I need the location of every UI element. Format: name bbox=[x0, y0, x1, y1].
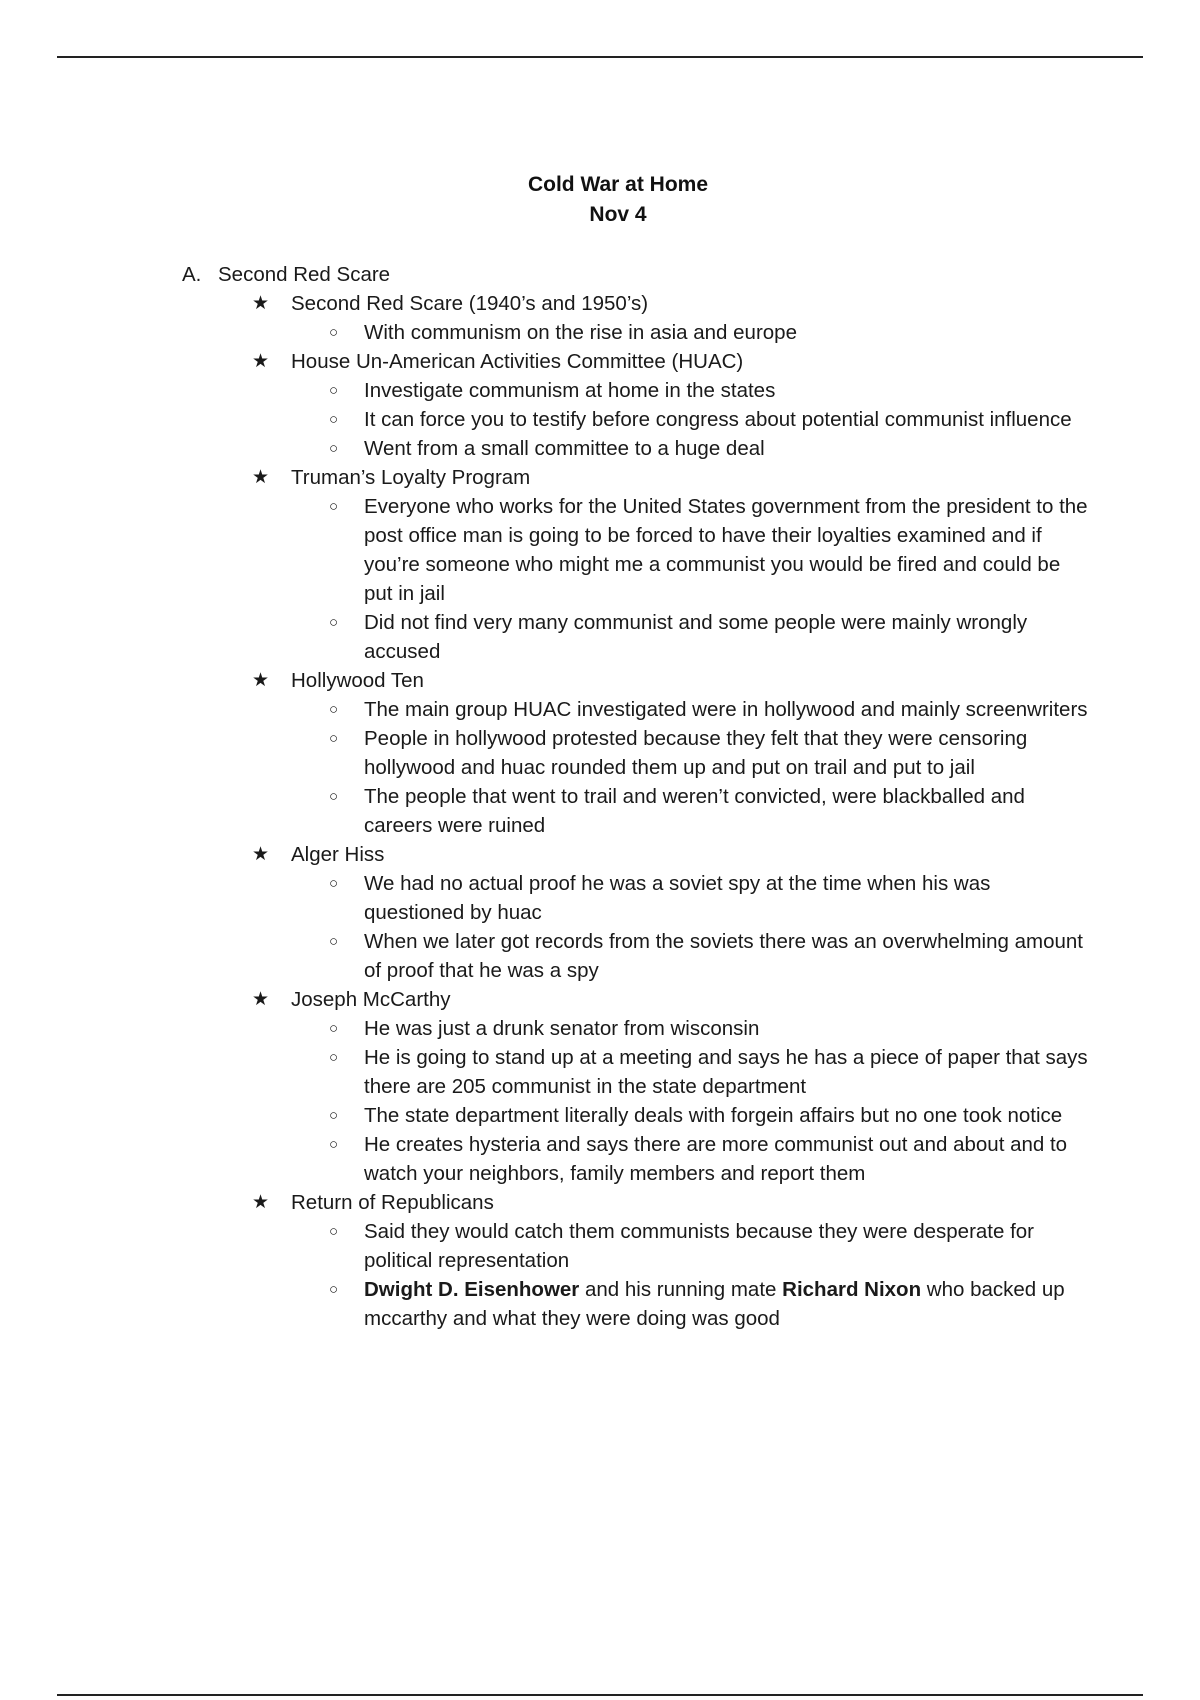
point-item bbox=[0, 318, 1094, 347]
point-text: Did not find very many communist and some people were mainly wrongly accused bbox=[364, 611, 1028, 663]
circle-bullet-icon: ○ bbox=[329, 411, 339, 428]
point-text: He is going to stand up at a meeting and says he has a piece of paper that says there are 205 communist in the state department bbox=[364, 1046, 1088, 1098]
title-block bbox=[0, 170, 1200, 230]
star-bullet-icon: ★ bbox=[252, 467, 270, 488]
point-text: People in hollywood protested because they felt that they were censoring hollywood and huac rounded them up and put on trail and put to jail bbox=[364, 727, 1028, 779]
topic-label: Second Red Scare (1940’s and 1950’s) bbox=[291, 292, 649, 315]
circle-bullet-icon: ○ bbox=[329, 1049, 339, 1066]
point-text: With communism on the rise in asia and europe bbox=[364, 321, 797, 344]
point-text: It can force you to testify before congress about potential communist influence bbox=[364, 408, 1072, 431]
star-bullet-icon: ★ bbox=[252, 670, 270, 691]
section-letter: A. bbox=[182, 263, 202, 286]
circle-bullet-icon: ○ bbox=[329, 1281, 339, 1298]
circle-bullet-icon: ○ bbox=[329, 788, 339, 805]
point-text: When we later got records from the soviets there was an overwhelming amount of proof that he was a spy bbox=[364, 930, 1083, 982]
point-item bbox=[0, 927, 1094, 985]
topic-item bbox=[0, 347, 1200, 376]
topic-item bbox=[0, 463, 1200, 492]
point-item bbox=[0, 724, 1094, 782]
point-text: The main group HUAC investigated were in hollywood and mainly screenwriters bbox=[364, 698, 1088, 721]
point-item bbox=[0, 1217, 1094, 1275]
circle-bullet-icon: ○ bbox=[329, 1136, 339, 1153]
circle-bullet-icon: ○ bbox=[329, 933, 339, 950]
circle-bullet-icon: ○ bbox=[329, 614, 339, 631]
topic-item bbox=[0, 840, 1200, 869]
point-item bbox=[0, 1130, 1094, 1188]
circle-bullet-icon: ○ bbox=[329, 730, 339, 747]
circle-bullet-icon: ○ bbox=[329, 440, 339, 457]
point-text: The people that went to trail and weren’t convicted, were blackballed and careers were ruined bbox=[364, 785, 1025, 837]
point-text: He creates hysteria and says there are more communist out and about and to watch your neighbors, family members and report them bbox=[364, 1133, 1068, 1185]
point-text-part: and his running mate bbox=[579, 1278, 783, 1301]
topic-label: Hollywood Ten bbox=[291, 669, 424, 692]
section-title: Second Red Scare bbox=[218, 263, 391, 286]
topic-item bbox=[0, 289, 1200, 318]
circle-bullet-icon: ○ bbox=[329, 1223, 339, 1240]
topic-label: House Un-American Activities Committee (HUAC) bbox=[291, 350, 744, 373]
bottom-rule bbox=[57, 1694, 1143, 1696]
point-item bbox=[0, 492, 1094, 608]
point-text: He was just a drunk senator from wisconsin bbox=[364, 1017, 760, 1040]
point-item bbox=[0, 695, 1094, 724]
topic-item bbox=[0, 985, 1200, 1014]
point-text-part: who backed up mccarthy and what they were doing was good bbox=[364, 1278, 1065, 1330]
star-bullet-icon: ★ bbox=[252, 844, 270, 865]
eisenhower-name: Dwight D. Eisenhower bbox=[364, 1278, 580, 1301]
section-heading bbox=[0, 260, 1200, 289]
topic-label: Joseph McCarthy bbox=[291, 988, 451, 1011]
point-item bbox=[0, 608, 1094, 666]
circle-bullet-icon: ○ bbox=[329, 1020, 339, 1037]
point-item bbox=[0, 1275, 1094, 1333]
circle-bullet-icon: ○ bbox=[329, 498, 339, 515]
star-bullet-icon: ★ bbox=[252, 293, 270, 314]
point-text: Said they would catch them communists because they were desperate for political representation bbox=[364, 1220, 1035, 1272]
circle-bullet-icon: ○ bbox=[329, 382, 339, 399]
point-item bbox=[0, 1014, 1094, 1043]
point-item bbox=[0, 782, 1094, 840]
point-text: Went from a small committee to a huge deal bbox=[364, 437, 765, 460]
topic-label: Truman’s Loyalty Program bbox=[291, 466, 531, 489]
star-bullet-icon: ★ bbox=[252, 351, 270, 372]
page-date: Nov 4 bbox=[589, 203, 647, 226]
point-text: Investigate communism at home in the states bbox=[364, 379, 776, 402]
notes-outline bbox=[0, 260, 1200, 1333]
circle-bullet-icon: ○ bbox=[329, 875, 339, 892]
point-item bbox=[0, 869, 1094, 927]
point-item bbox=[0, 434, 1094, 463]
star-bullet-icon: ★ bbox=[252, 989, 270, 1010]
point-item bbox=[0, 405, 1094, 434]
circle-bullet-icon: ○ bbox=[329, 701, 339, 718]
circle-bullet-icon: ○ bbox=[329, 324, 339, 341]
point-item bbox=[0, 1101, 1094, 1130]
top-rule bbox=[57, 56, 1143, 58]
point-text: Everyone who works for the United States government from the president to the post office man is going to be forced to have their loyalties examined and if you’re someone who might me a communist you would be fired and could be put in jail bbox=[364, 495, 1088, 605]
point-text bbox=[364, 1278, 1065, 1330]
point-item bbox=[0, 1043, 1094, 1101]
circle-bullet-icon: ○ bbox=[329, 1107, 339, 1124]
page-title: Cold War at Home bbox=[527, 173, 709, 196]
topic-item bbox=[0, 666, 1200, 695]
point-text: The state department literally deals with forgein affairs but no one took notice bbox=[364, 1104, 1063, 1127]
point-text: We had no actual proof he was a soviet spy at the time when his was questioned by huac bbox=[364, 872, 991, 924]
point-item bbox=[0, 376, 1094, 405]
topic-label: Alger Hiss bbox=[291, 843, 385, 866]
nixon-name: Richard Nixon bbox=[782, 1278, 922, 1301]
star-bullet-icon: ★ bbox=[252, 1192, 270, 1213]
topic-item bbox=[0, 1188, 1200, 1217]
topic-label: Return of Republicans bbox=[291, 1191, 494, 1214]
